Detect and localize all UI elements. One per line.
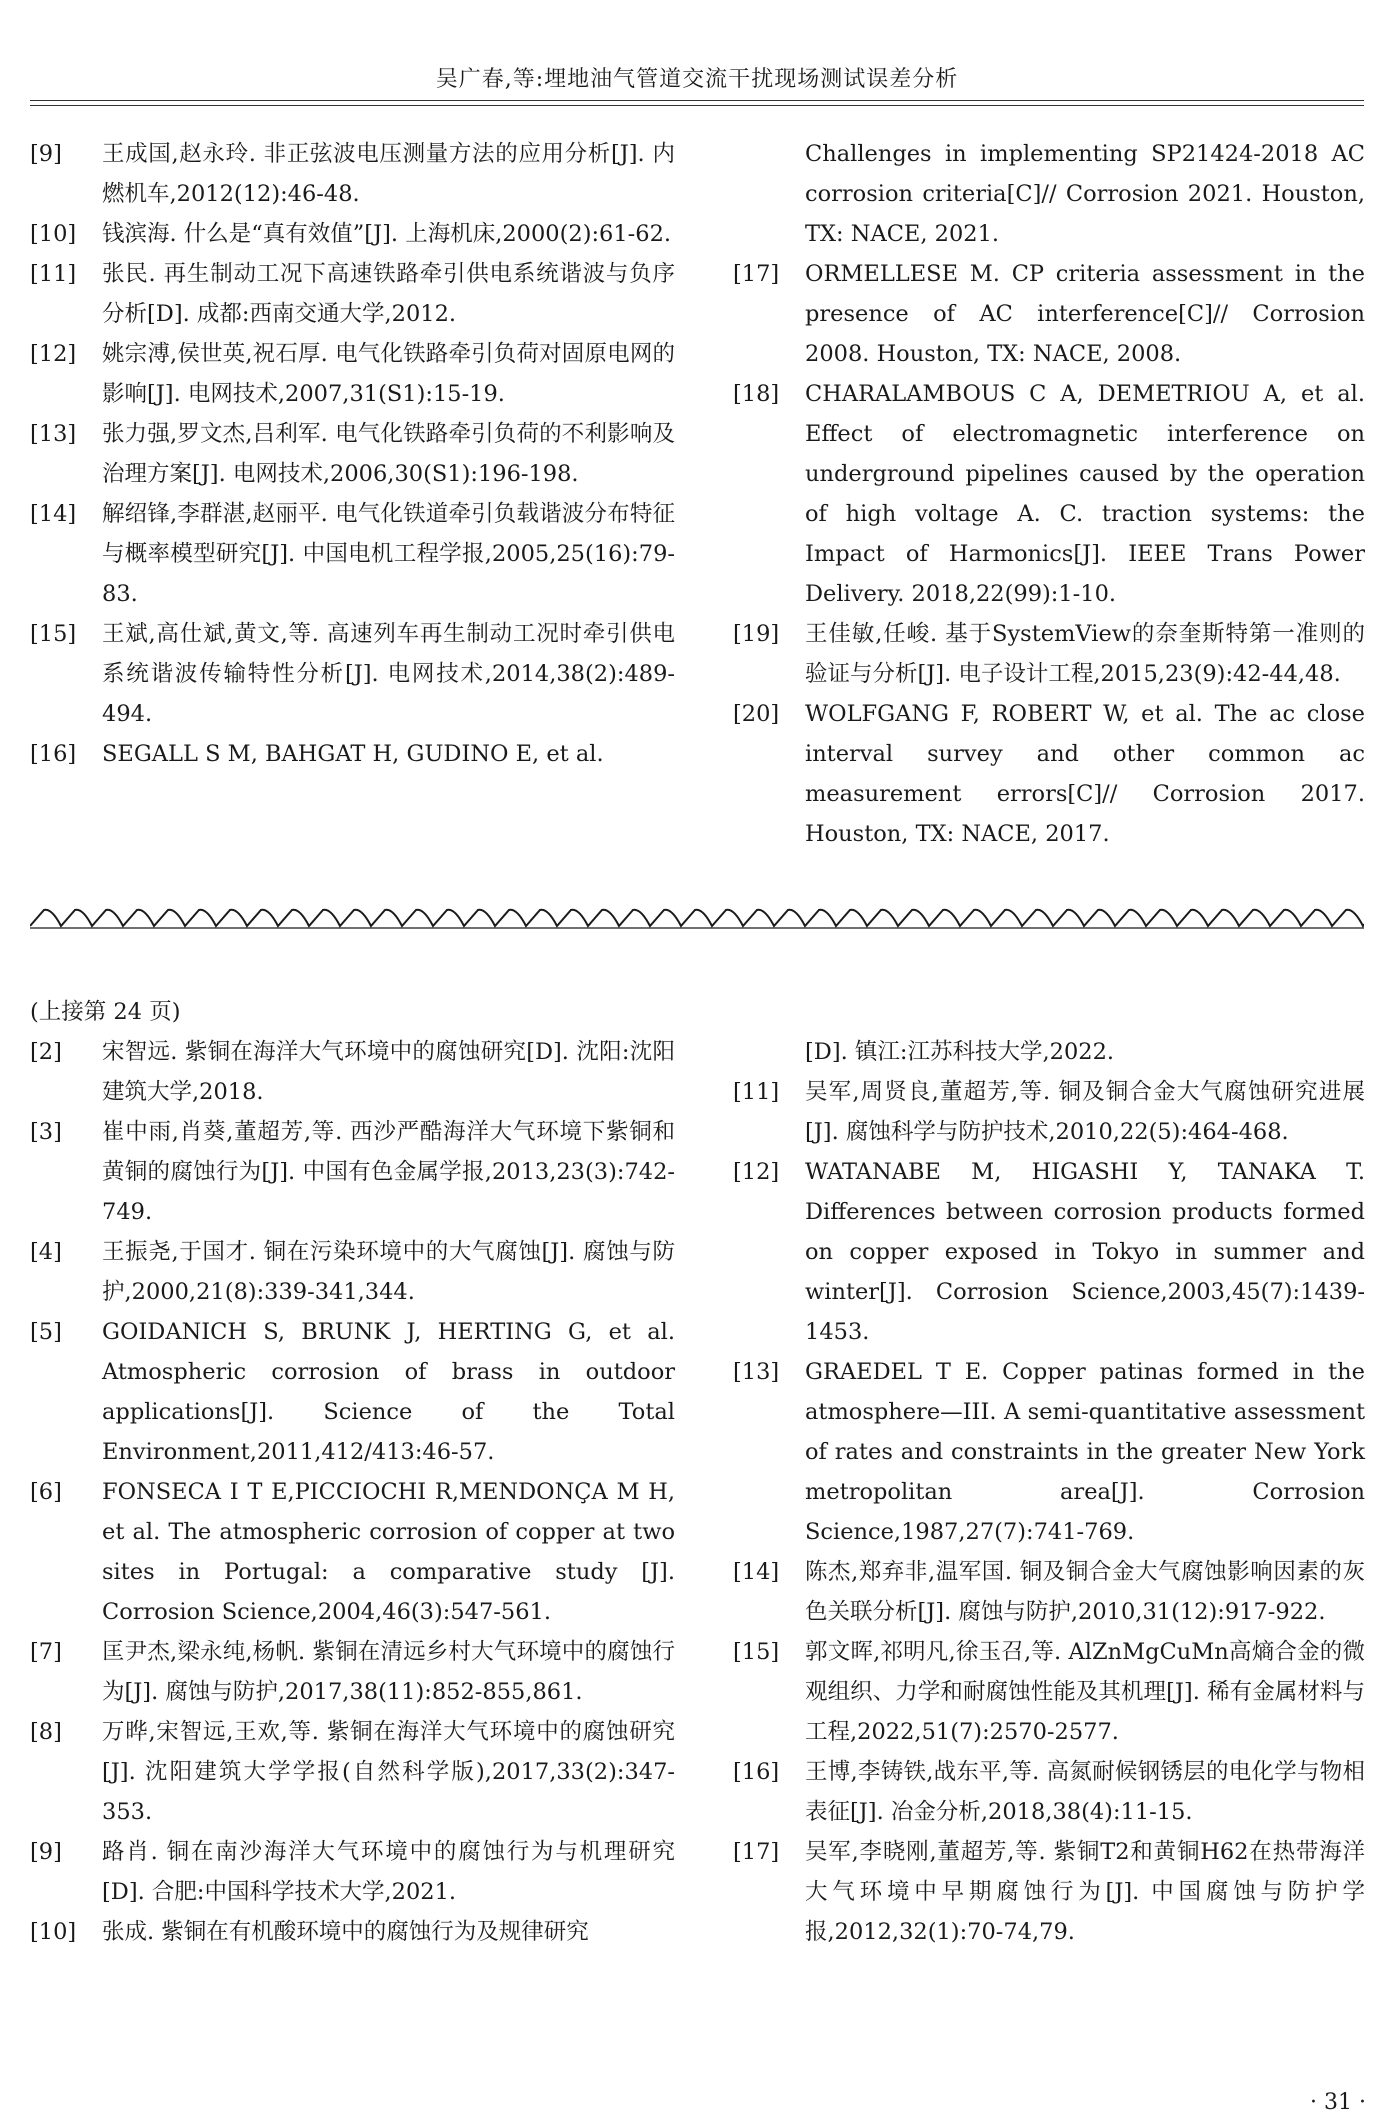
reference-text: CHARALAMBOUS C A, DEMETRIOU A, et al. Effect of electromagnetic interference on underground pipelines caused by the operation of high voltage A. C. traction systems: the Impact of Harmonics[J]. IEEE Trans Power Delivery. 2018,22(99):1-10.: [805, 381, 1365, 607]
reference-item: [733, 1752, 1365, 1832]
reference-number: [15]: [733, 1639, 780, 1665]
reference-item: [30, 1632, 675, 1712]
reference-text: FONSECA I T E,PICCIOCHI R,MENDONÇA M H, et al. The atmospheric corrosion of copper at two sites in Portugal: a comparative study [J]. Corrosion Science,2004,46(3):547-561.: [102, 1479, 675, 1625]
reference-number: [16]: [733, 1759, 780, 1785]
reference-number: [9]: [30, 1839, 62, 1865]
reference-text: 宋智远. 紫铜在海洋大气环境中的腐蚀研究[D]. 沈阳:沈阳建筑大学,2018.: [102, 1039, 675, 1105]
reference-text: GOIDANICH S, BRUNK J, HERTING G, et al. Atmospheric corrosion of brass in outdoor applications[J]. Science of the Total Environment,2011,412/413:46-57.: [102, 1319, 675, 1465]
reference-text: 王斌,高仕斌,黄文,等. 高速列车再生制动工况时牵引供电系统谐波传输特性分析[J]. 电网技术,2014,38(2):489-494.: [102, 621, 675, 727]
reference-list-bottom-right: [733, 1032, 1365, 1952]
reference-text: 万晔,宋智远,王欢,等. 紫铜在海洋大气环境中的腐蚀研究[J]. 沈阳建筑大学学报(自然科学版),2017,33(2):347-353.: [102, 1719, 675, 1825]
reference-text: 王振尧,于国才. 铜在污染环境中的大气腐蚀[J]. 腐蚀与防护,2000,21(8):339-341,344.: [102, 1239, 675, 1305]
reference-number: [5]: [30, 1319, 62, 1345]
reference-text: 张力强,罗文杰,吕利军. 电气化铁路牵引负荷的不利影响及治理方案[J]. 电网技术,2006,30(S1):196-198.: [102, 421, 675, 487]
reference-list-top-left: [30, 134, 675, 774]
reference-list-top-right: [733, 134, 1365, 854]
reference-item: [30, 134, 675, 214]
reference-number: [17]: [733, 1839, 780, 1865]
reference-item: [733, 1832, 1365, 1952]
reference-number: [14]: [733, 1559, 780, 1585]
reference-number: [19]: [733, 621, 780, 647]
reference-text: 路肖. 铜在南沙海洋大气环境中的腐蚀行为与机理研究[D]. 合肥:中国科学技术大学,2021.: [102, 1839, 675, 1905]
reference-text: 郭文晖,祁明凡,徐玉召,等. AlZnMgCuMn高熵合金的微观组织、力学和耐腐蚀性能及其机理[J]. 稀有金属材料与工程,2022,51(7):2570-2577.: [805, 1639, 1365, 1745]
reference-number: [18]: [733, 381, 780, 407]
reference-item: [733, 1352, 1365, 1552]
reference-item: [30, 614, 675, 734]
reference-text: 匡尹杰,梁永纯,杨帆. 紫铜在清远乡村大气环境中的腐蚀行为[J]. 腐蚀与防护,2017,38(11):852-855,861.: [102, 1639, 675, 1705]
reference-text: 姚宗溥,侯世英,祝石厚. 电气化铁路牵引负荷对固原电网的影响[J]. 电网技术,2007,31(S1):15-19.: [102, 341, 675, 407]
reference-item: [30, 1472, 675, 1632]
reference-item: [30, 1912, 675, 1952]
wavy-section-divider: [30, 906, 1364, 930]
reference-number: [4]: [30, 1239, 62, 1265]
reference-item: [733, 1072, 1365, 1152]
reference-text: 张民. 再生制动工况下高速铁路牵引供电系统谐波与负序分析[D]. 成都:西南交通大学,2012.: [102, 261, 675, 327]
reference-text: [D]. 镇江:江苏科技大学,2022.: [805, 1039, 1115, 1065]
continued-from-note: (上接第 24 页): [30, 999, 181, 1025]
reference-number: [7]: [30, 1639, 62, 1665]
reference-text: WOLFGANG F, ROBERT W, et al. The ac close interval survey and other common ac measurement errors[C]// Corrosion 2017. Houston, TX: NACE, 2017.: [805, 701, 1365, 847]
reference-text: 崔中雨,肖葵,董超芳,等. 西沙严酷海洋大气环境下紫铜和黄铜的腐蚀行为[J]. 中国有色金属学报,2013,23(3):742-749.: [102, 1119, 675, 1225]
reference-text: GRAEDEL T E. Copper patinas formed in the atmosphere—III. A semi-quantitative assessment of rates and constraints in the greater New York metropolitan area[J]. Corrosion Science,1987,27(7):741-769.: [805, 1359, 1365, 1545]
reference-item: [30, 494, 675, 614]
reference-number: [10]: [30, 221, 77, 247]
header-rule-top: [30, 100, 1364, 101]
reference-item: [30, 734, 675, 774]
reference-number: [12]: [733, 1159, 780, 1185]
reference-text: 王博,李铸铁,战东平,等. 高氮耐候钢锈层的电化学与物相表征[J]. 冶金分析,2018,38(4):11-15.: [805, 1759, 1365, 1825]
reference-text: 王佳敏,任峻. 基于SystemView的奈奎斯特第一准则的验证与分析[J]. 电子设计工程,2015,23(9):42-44,48.: [805, 621, 1365, 687]
reference-number: [9]: [30, 141, 62, 167]
page-number: · 31 ·: [1310, 2090, 1366, 2115]
reference-item: [733, 614, 1365, 694]
reference-text: WATANABE M, HIGASHI Y, TANAKA T. Differences between corrosion products formed on copper exposed in Tokyo in summer and winter[J]. Corrosion Science,2003,45(7):1439-1453.: [805, 1159, 1365, 1345]
reference-item: [30, 1232, 675, 1312]
reference-number: [8]: [30, 1719, 62, 1745]
reference-text: 钱滨海. 什么是“真有效值”[J]. 上海机床,2000(2):61-62.: [102, 221, 672, 247]
reference-item: [30, 1032, 675, 1112]
reference-item: [733, 1552, 1365, 1632]
header-rule-bottom: [30, 105, 1364, 106]
reference-number: [13]: [733, 1359, 780, 1385]
reference-item: [733, 254, 1365, 374]
reference-item: [733, 1152, 1365, 1352]
reference-item: [733, 694, 1365, 854]
reference-item: [30, 414, 675, 494]
reference-number: [16]: [30, 741, 77, 767]
reference-item: [30, 254, 675, 334]
reference-number: [20]: [733, 701, 780, 727]
reference-text: 陈杰,郑弃非,温军国. 铜及铜合金大气腐蚀影响因素的灰色关联分析[J]. 腐蚀与防护,2010,31(12):917-922.: [805, 1559, 1365, 1625]
reference-item: [733, 1032, 1365, 1072]
reference-text: 解绍锋,李群湛,赵丽平. 电气化铁道牵引负载谐波分布特征与概率模型研究[J]. 中国电机工程学报,2005,25(16):79-83.: [102, 501, 675, 607]
reference-item: [30, 1712, 675, 1832]
reference-number: [15]: [30, 621, 77, 647]
reference-text: 张成. 紫铜在有机酸环境中的腐蚀行为及规律研究: [102, 1919, 589, 1945]
reference-item: [733, 1632, 1365, 1752]
reference-item: [30, 214, 675, 254]
reference-number: [13]: [30, 421, 77, 447]
reference-text: 吴军,李晓刚,董超芳,等. 紫铜T2和黄铜H62在热带海洋大气环境中早期腐蚀行为[J]. 中国腐蚀与防护学报,2012,32(1):70-74,79.: [805, 1839, 1365, 1945]
reference-text: Challenges in implementing SP21424-2018 AC corrosion criteria[C]// Corrosion 2021. Houston, TX: NACE, 2021.: [805, 141, 1365, 247]
reference-number: [17]: [733, 261, 780, 287]
reference-text: 王成国,赵永玲. 非正弦波电压测量方法的应用分析[J]. 内燃机车,2012(12):46-48.: [102, 141, 675, 207]
reference-number: [11]: [30, 261, 77, 287]
reference-list-bottom-left: [30, 1032, 675, 1952]
reference-number: [10]: [30, 1919, 77, 1945]
reference-item: [30, 1312, 675, 1472]
reference-number: [2]: [30, 1039, 62, 1065]
reference-number: [6]: [30, 1479, 62, 1505]
reference-number: [11]: [733, 1079, 780, 1105]
reference-text: SEGALL S M, BAHGAT H, GUDINO E, et al.: [102, 741, 604, 767]
reference-number: [3]: [30, 1119, 62, 1145]
reference-item: [733, 134, 1365, 254]
reference-text: ORMELLESE M. CP criteria assessment in the presence of AC interference[C]// Corrosion 2008. Houston, TX: NACE, 2008.: [805, 261, 1365, 367]
reference-item: [733, 374, 1365, 614]
reference-text: 吴军,周贤良,董超芳,等. 铜及铜合金大气腐蚀研究进展[J]. 腐蚀科学与防护技术,2010,22(5):464-468.: [805, 1079, 1365, 1145]
reference-item: [30, 1112, 675, 1232]
reference-item: [30, 334, 675, 414]
reference-number: [12]: [30, 341, 77, 367]
reference-item: [30, 1832, 675, 1912]
reference-number: [14]: [30, 501, 77, 527]
running-header: 吴广春,等:埋地油气管道交流干扰现场测试误差分析: [435, 67, 959, 92]
